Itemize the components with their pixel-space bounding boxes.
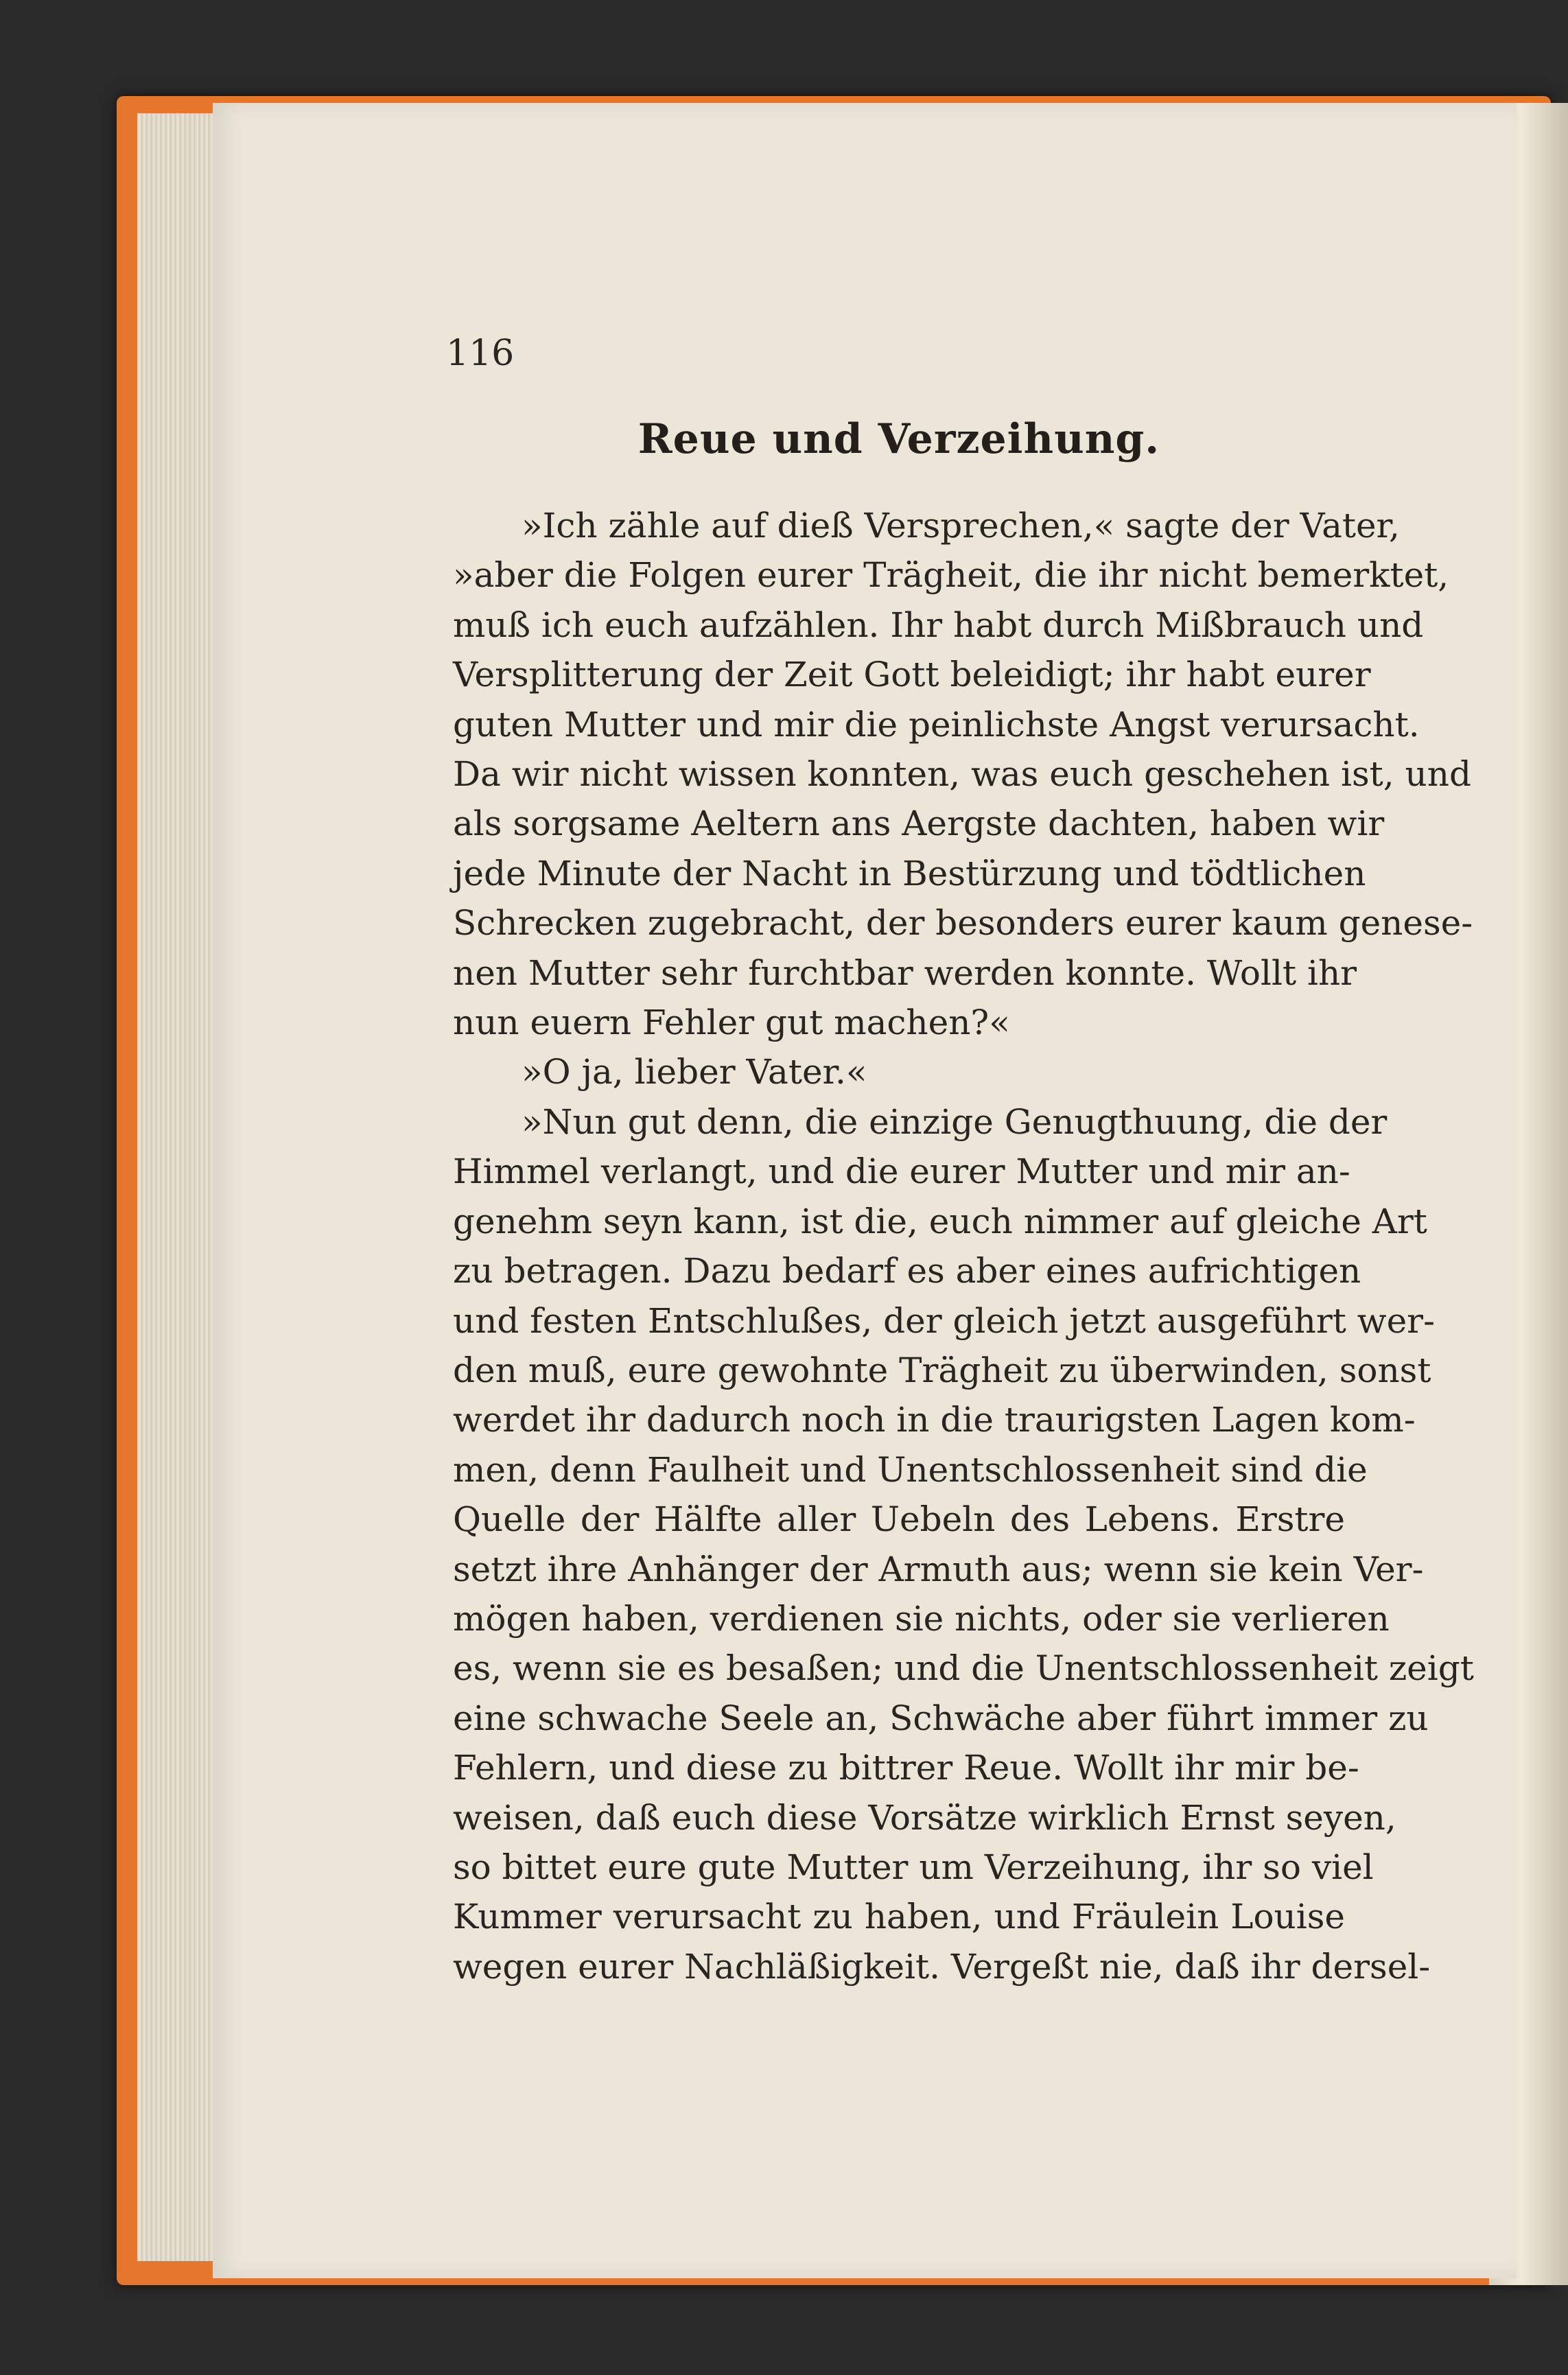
text-line: genehm seyn kann, ist die, euch nimmer auf gleiche Art xyxy=(453,1201,1427,1241)
text-line: eine schwache Seele an, Schwäche aber führt immer zu xyxy=(453,1698,1429,1738)
text-line: weisen, daß euch diese Vorsätze wirklich Ernst seyen, xyxy=(453,1797,1396,1838)
text-line: Fehlern, und diese zu bittrer Reue. Wollt ihr mir be- xyxy=(453,1748,1359,1788)
text-line: als sorgsame Aeltern ans Aergste dachten, haben wir xyxy=(453,804,1385,844)
text-line: »Nun gut denn, die einzige Genugthuung, die der xyxy=(522,1101,1388,1142)
text-line: es, wenn sie es besaßen; und die Unentschlossenheit zeigt xyxy=(453,1648,1474,1689)
text-line: muß ich euch aufzählen. Ihr habt durch Mißbrauch und xyxy=(453,605,1424,645)
chapter-heading: Reue und Verzeihung. xyxy=(637,415,1160,463)
text-line: nen Mutter sehr furchtbar werden konnte. Wollt ihr xyxy=(453,952,1357,993)
text-line: guten Mutter und mir die peinlichste Angst verursacht. xyxy=(453,704,1420,745)
text-line: »aber die Folgen eurer Trägheit, die ihr nicht bemerktet, xyxy=(453,555,1449,596)
text-line: nun euern Fehler gut machen?« xyxy=(453,1003,1010,1043)
text-line: den muß, eure gewohnte Trägheit zu überwinden, sonst xyxy=(453,1350,1431,1390)
page-number: 116 xyxy=(446,333,515,374)
text-line: Da wir nicht wissen konnten, was euch geschehen ist, und xyxy=(453,754,1471,795)
text-line: zu betragen. Dazu bedarf es aber eines aufrichtigen xyxy=(453,1251,1361,1291)
text-line: setzt ihre Anhänger der Armuth aus; wenn sie kein Ver- xyxy=(453,1549,1424,1589)
text-line: und festen Entschlußes, der gleich jetzt ausgeführt wer- xyxy=(453,1300,1435,1341)
text-line: werdet ihr dadurch noch in die traurigsten Lagen kom- xyxy=(453,1400,1416,1440)
text-line: men, denn Faulheit und Unentschlossenheit sind die xyxy=(453,1449,1368,1490)
text-line: wegen eurer Nachläßigkeit. Vergeßt nie, daß ihr dersel- xyxy=(453,1946,1431,1987)
text-line: »O ja, lieber Vater.« xyxy=(522,1052,867,1092)
text-line: Quelle der Hälfte aller Uebeln des Lebens. Erstre xyxy=(453,1499,1345,1540)
text-line: Schrecken zugebracht, der besonders eurer kaum genese- xyxy=(453,903,1473,944)
text-line: mögen haben, verdienen sie nichts, oder sie verlieren xyxy=(453,1598,1390,1639)
text-line: jede Minute der Nacht in Bestürzung und tödtlichen xyxy=(453,853,1366,893)
text-line: so bittet eure gute Mutter um Verzeihung, ihr so viel xyxy=(453,1847,1374,1887)
text-line: »Ich zähle auf dieß Versprechen,« sagte der Vater, xyxy=(522,506,1400,546)
body-text xyxy=(453,501,1474,1991)
text-line: Versplitterung der Zeit Gott beleidigt; ihr habt eurer xyxy=(453,655,1371,695)
text-line: Himmel verlangt, und die eurer Mutter und mir an- xyxy=(453,1151,1350,1192)
text-line: Kummer verursacht zu haben, und Fräulein Louise xyxy=(453,1897,1345,1937)
